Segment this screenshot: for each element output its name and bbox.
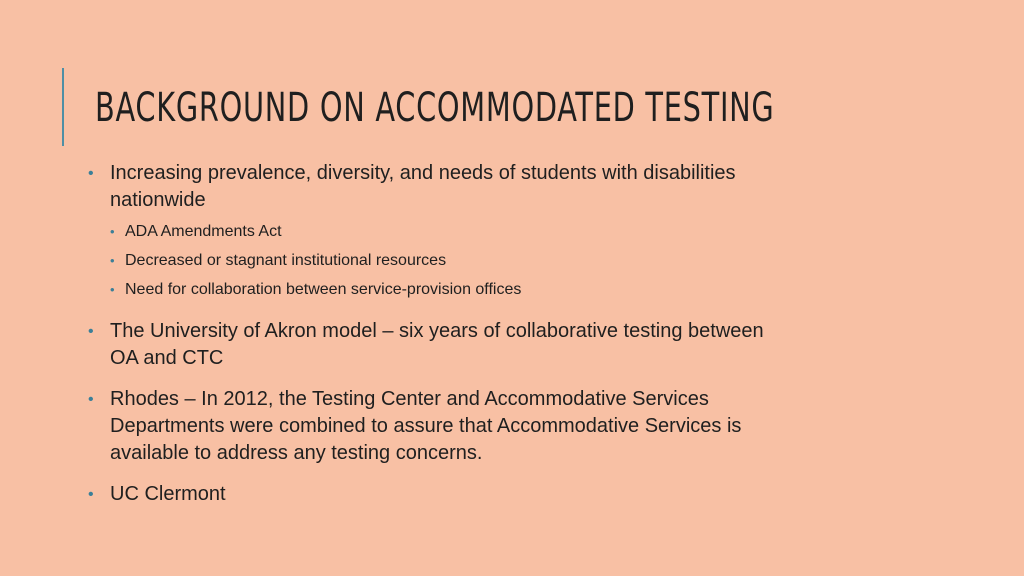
bullet-list [88, 160, 888, 508]
slide-title: BACKGROUND ON ACCOMMODATED TESTING [95, 85, 775, 131]
bullet-text-line: Departments were combined to assure that Accommodative Services is [110, 415, 742, 437]
slide-content [88, 160, 888, 522]
bullet-dot-icon: • [88, 323, 94, 340]
sub-bullet-dot-icon: • [110, 253, 115, 268]
sub-bullet-text: ADA Amendments Act [125, 223, 282, 240]
sub-bullet-text: Need for collaboration between service-provision offices [125, 281, 522, 298]
bullet-item-akron-model [88, 318, 888, 372]
sub-bullet-item [110, 246, 888, 275]
bullet-item-prevalence [88, 160, 888, 304]
sub-bullet-dot-icon: • [110, 282, 115, 297]
sub-bullet-list [110, 217, 888, 304]
title-accent-line [62, 68, 64, 146]
bullet-dot-icon: • [88, 486, 94, 503]
bullet-text-line: The University of Akron model – six years of collaborative testing between [110, 320, 764, 342]
sub-bullet-item [110, 275, 888, 304]
bullet-text-line: nationwide [110, 189, 206, 211]
bullet-text-line: OA and CTC [110, 347, 224, 369]
sub-bullet-dot-icon: • [110, 224, 115, 239]
bullet-dot-icon: • [88, 391, 94, 408]
bullet-item-uc-clermont [88, 481, 888, 508]
bullet-text-line: UC Clermont [110, 483, 226, 505]
bullet-dot-icon: • [88, 165, 94, 182]
bullet-text-line: Increasing prevalence, diversity, and needs of students with disabilities [110, 162, 736, 184]
sub-bullet-text: Decreased or stagnant institutional resources [125, 252, 447, 269]
bullet-text-line: Rhodes – In 2012, the Testing Center and Accommodative Services [110, 388, 709, 410]
sub-bullet-item [110, 217, 888, 246]
bullet-item-rhodes [88, 386, 888, 467]
bullet-text-line: available to address any testing concerns. [110, 442, 483, 464]
